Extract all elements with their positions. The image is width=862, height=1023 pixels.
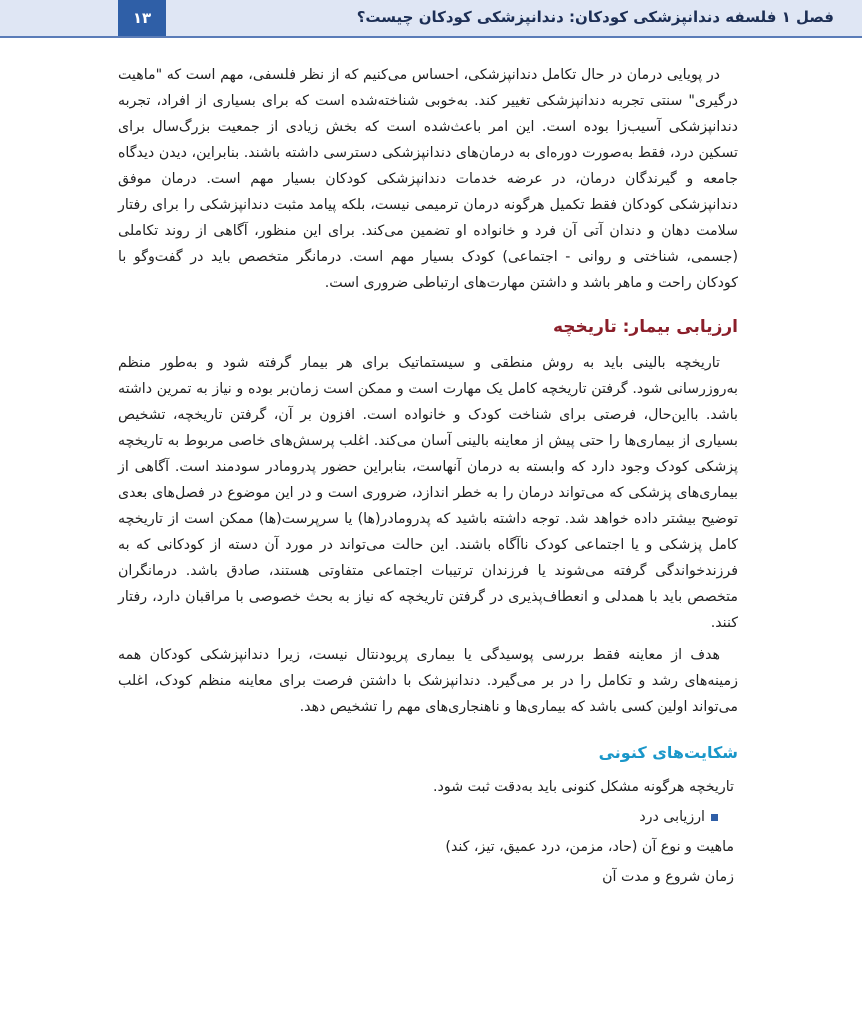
bullet-item [118, 804, 738, 830]
history-paragraph-2: هدف از معاینه فقط بررسی پوسیدگی یا بیماری پریودنتال نیست، زیرا دندانپزشکی کودکان همه زمینه‌های رشد و تکامل را در بر می‌گیرد. دندانپزشک با داشتن فرصت برای معاینه منظم کودک، اغلب می‌تواند اولین کسی باشد که بیماری‌ها و ناهنجاری‌های مهم را تشخیص دهد. [118, 647, 738, 715]
subsection-heading-complaints: شکایت‌های کنونی [598, 743, 738, 762]
history-paragraph-1: تاریخچه بالینی باید به روش منطقی و سیستماتیک برای هر بیمار گرفته شود و به‌طور منظم به‌روزرسانی شود. گرفتن تاریخچه کامل یک مهارت است و ممکن است زمان‌بر بوده و نیاز به تمرین داشته باشد. بااین‌حال، فرصتی برای شناخت کودک و خانواده است. افزون بر آن، گرفتن تاریخچه، تشخیص بسیاری از بیماری‌ها را حتی پیش از معاینه بالینی آسان می‌کند. اغلب پرسش‌های خاصی مربوط به تاریخچه پزشکی کودک وجود دارد که وابسته به درمان آنهاست، بنابراین حضور پدرومادر سودمند است. آگاهی از بیماری‌های پزشکی که می‌تواند درمان را به خطر اندازد، ضروری است و در این موضوع در فصل‌های بعدی توضیح بیشتر داده خواهد شد. توجه داشته باشید که پدرومادر(ها) یا سرپرست(ها) ممکن است از تاریخچه کامل پزشکی و یا اجتماعی کودک ناآگاه باشند. این حالت می‌تواند در مورد آن دسته از کودکانی که به فرزندخواندگی گرفته می‌شوند یا فرزندان ترتیبات اجتماعی متفاوتی هستند، صادق باشد. درمانگران متخصص باید با همدلی و انعطاف‌پذیری در گرفتن تاریخچه که نیاز به بحث خصوصی با مراقبان دارد، رفتار کنند. [118, 355, 738, 631]
chapter-title: فصل ۱ فلسفه دندانپزشکی کودکان: دندانپزشکی کودکان چیست؟ [356, 8, 834, 26]
pain-detail-line-1: ماهیت و نوع آن (حاد، مزمن، درد عمیق، تیز، کند) [445, 839, 734, 855]
intro-paragraph: در پویایی درمان در حال تکامل دندانپزشکی، احساس می‌کنیم که از نظر فلسفی، مهم است که "ماهیت درگیری" سنتی تجربه دندانپزشکی تغییر کند. به‌خوبی شناخته‌شده است که برای بسیاری از افراد، تجربه دندانپزشکی آسیب‌زا بوده است. این امر باعث‌شده است که بخش زیادی از جمعیت بزرگ‌سال برای تسکین درد، فقط به‌صورت دوره‌ای به درمان‌های دندانپزشکی دسترسی داشته باشند. بنابراین، دیدن دیدگاه جامعه و گیرندگان درمان، در عرضه خدمات دندانپزشکی کودکان بسیار مهم است. درمان موفق دندانپزشکی کودکان فقط تکمیل هرگونه درمان ترمیمی نیست، بلکه پیامد مثبت دندانپزشکی را برای رفتار سلامت دهان و دندان آتی آن فرد و خانواده او تضمین می‌کند. برای این منظور، آگاهی از روند تکاملی (جسمی، شناختی و روانی - اجتماعی) کودک بسیار مهم است. درمانگر متخصص باید در گفت‌وگو با کودکان راحت و ماهر باشد و داشتن مهارت‌های ارتباطی ضروری است. [118, 67, 738, 291]
pain-detail-line-2: زمان شروع و مدت آن [602, 869, 734, 885]
square-bullet-icon [711, 814, 718, 821]
bullet-label: ارزیابی درد [639, 809, 705, 825]
complaints-intro: تاریخچه هرگونه مشکل کنونی باید به‌دقت ثبت شود. [433, 779, 734, 795]
page-number: ۱۳ [118, 0, 166, 36]
section-heading-history: ارزیابی بیمار: تاریخچه [552, 317, 738, 337]
header-divider [0, 36, 862, 38]
page-body [118, 62, 738, 890]
